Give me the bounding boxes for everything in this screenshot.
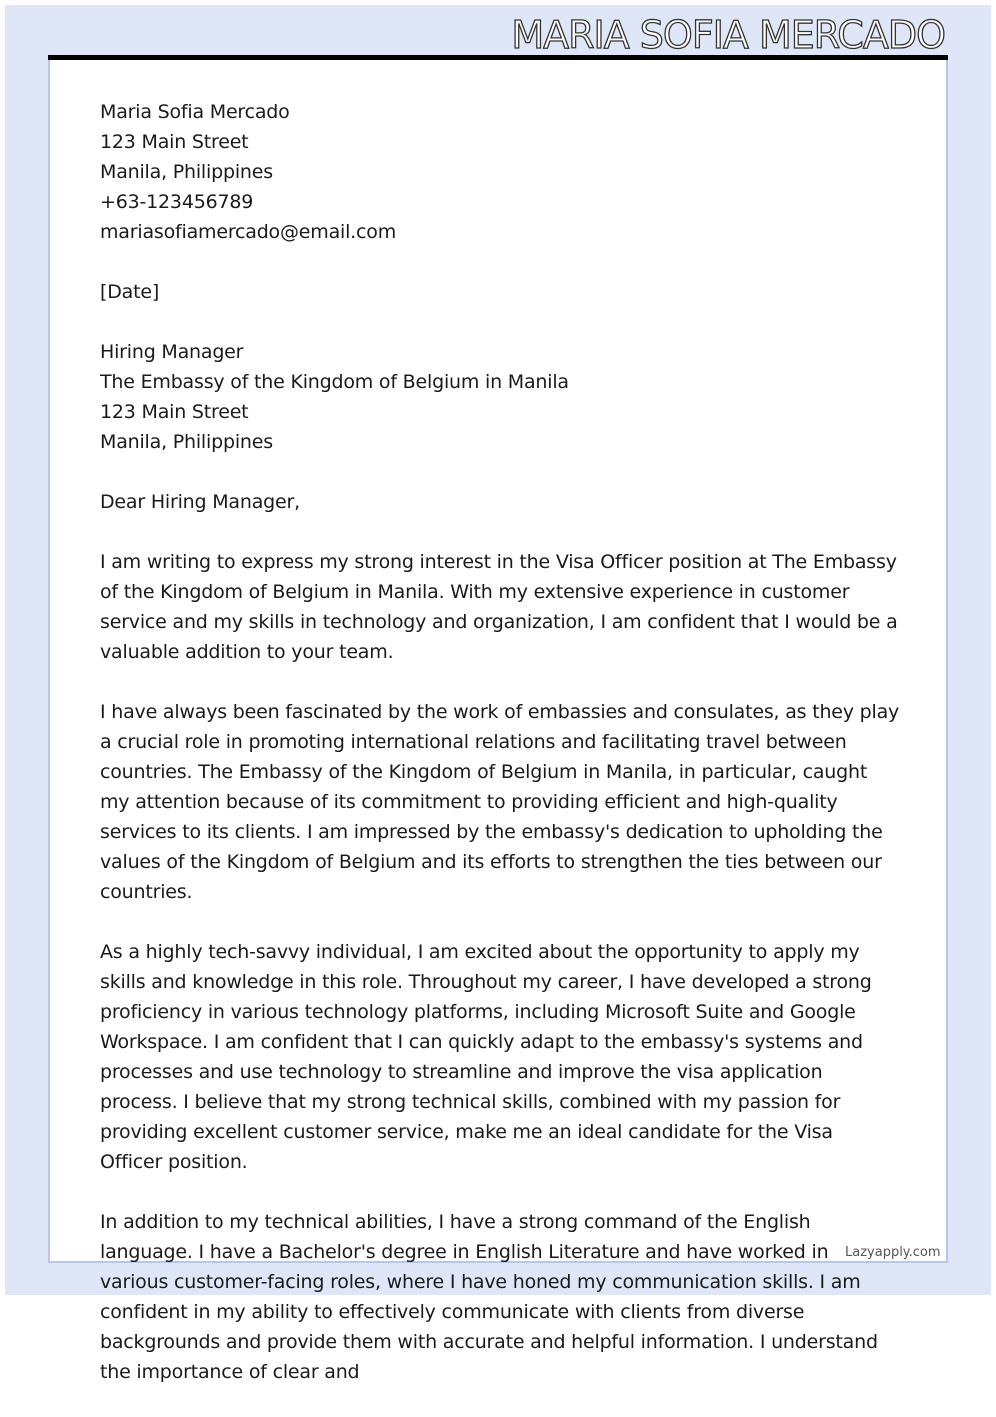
recipient-street: 123 Main Street	[100, 401, 249, 423]
letter-date: [Date]	[100, 281, 160, 303]
header-name: MARIA SOFIA MERCADO	[511, 13, 945, 57]
sender-name: Maria Sofia Mercado	[100, 101, 290, 123]
cover-letter-body	[100, 97, 900, 1417]
recipient-title: Hiring Manager	[100, 341, 244, 363]
recipient-city: Manila, Philippines	[100, 431, 273, 453]
spacer	[100, 247, 900, 277]
body-paragraph-1: I am writing to express my strong interest in the Visa Officer position at The Embassy of the Kingdom of Belgium in Manila. With my extensive experience in customer service and my skills in technology and organization, I am confident that I would be a valuable addition to your team.	[100, 551, 898, 663]
sender-block	[100, 97, 900, 247]
spacer	[100, 517, 900, 547]
body-paragraph-2: I have always been fascinated by the work of embassies and consulates, as they play a crucial role in promoting international relations and facilitating travel between countries. The Embassy of the Kingdom of Belgium in Manila, in particular, caught my attention because of its commitment to providing efficient and high-quality services to its clients. I am impressed by the embassy's dedication to upholding the values of the Kingdom of Belgium and its efforts to strengthen the ties between our countries.	[100, 701, 900, 903]
recipient-organization: The Embassy of the Kingdom of Belgium in Manila	[100, 371, 569, 393]
body-paragraph-4: In addition to my technical abilities, I have a strong command of the English language. I have a Bachelor's degree in English Literature and have worked in various customer-facing roles, where I have honed my communication skills. I am confident in my ability to effectively communicate with clients from diverse backgrounds and provide them with accurate and helpful information. I understand the importance of clear and	[100, 1211, 878, 1383]
sender-city: Manila, Philippines	[100, 161, 273, 183]
body-paragraph-3: As a highly tech-savvy individual, I am excited about the opportunity to apply my skills and knowledge in this role. Throughout my career, I have developed a strong proficiency in various technology platforms, including Microsoft Suite and Google Workspace. I am confident that I can quickly adapt to the embassy's systems and processes and use technology to streamline and improve the visa application process. I believe that my strong technical skills, combined with my passion for providing excellent customer service, make me an ideal candidate for the Visa Officer position.	[100, 941, 872, 1173]
sender-phone: +63-123456789	[100, 191, 254, 213]
spacer	[100, 307, 900, 337]
sender-email: mariasofiamercado@email.com	[100, 221, 397, 243]
recipient-block	[100, 337, 900, 457]
sender-street: 123 Main Street	[100, 131, 249, 153]
spacer	[100, 457, 900, 487]
document-frame	[5, 5, 991, 1383]
watermark: Lazyapply.com	[845, 1245, 941, 1260]
salutation: Dear Hiring Manager,	[100, 491, 300, 513]
